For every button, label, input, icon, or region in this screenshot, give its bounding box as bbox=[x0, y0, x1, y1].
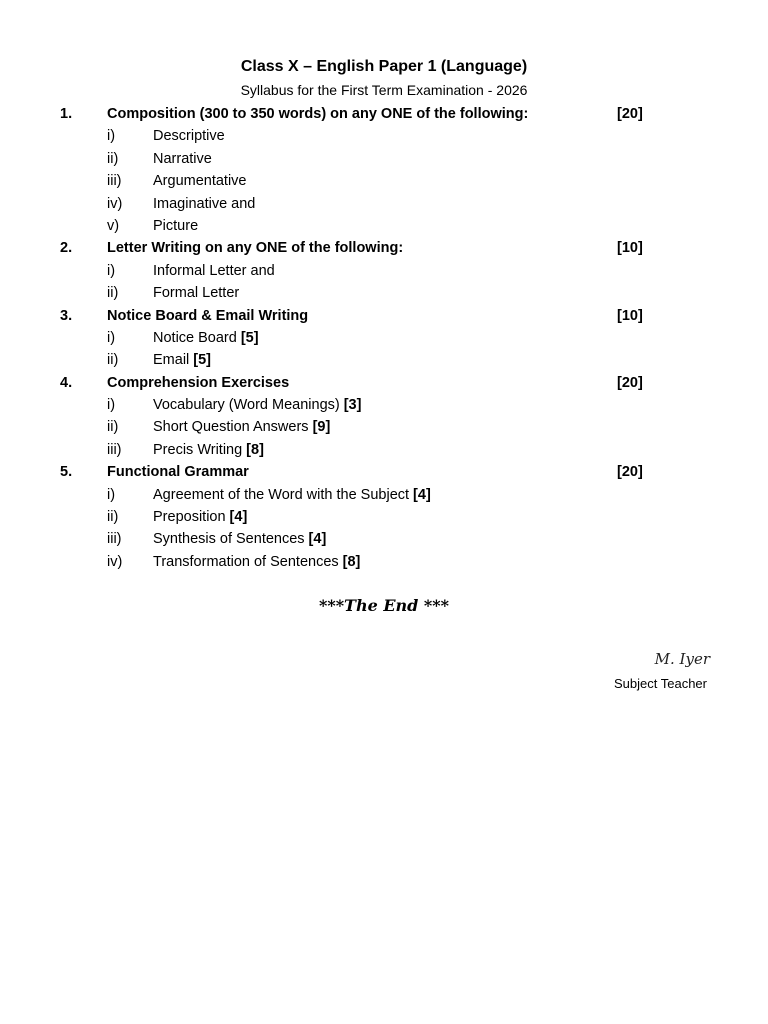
section-marks: [20] bbox=[617, 374, 643, 391]
section-number: 1. bbox=[60, 106, 73, 122]
item-text-wrap bbox=[153, 215, 198, 237]
item-text-wrap bbox=[153, 416, 330, 438]
item-numeral: ii) bbox=[107, 150, 119, 167]
syllabus-item bbox=[0, 349, 768, 371]
section-heading: Functional Grammar bbox=[107, 464, 249, 481]
item-marks: [4] bbox=[229, 509, 248, 526]
item-text-wrap bbox=[153, 528, 326, 550]
item-numeral: iii) bbox=[107, 441, 122, 458]
item-text-wrap bbox=[153, 125, 225, 147]
item-text: Agreement of the Word with the Subject bbox=[153, 486, 410, 503]
section-heading-row bbox=[0, 461, 768, 483]
item-marks: [5] bbox=[240, 329, 259, 346]
section-heading-row bbox=[0, 237, 768, 259]
item-text-wrap bbox=[153, 506, 247, 528]
page-title: Class X – English Paper 1 (Language) bbox=[240, 58, 528, 75]
item-numeral: iii) bbox=[107, 531, 122, 548]
syllabus-item bbox=[0, 394, 768, 416]
item-text: Imaginative and bbox=[153, 195, 256, 212]
syllabus-item bbox=[0, 416, 768, 438]
item-numeral: iii) bbox=[107, 173, 122, 190]
item-numeral: ii) bbox=[107, 509, 119, 526]
item-numeral: i) bbox=[107, 262, 116, 279]
item-text: Informal Letter and bbox=[153, 262, 275, 279]
section-number: 4. bbox=[60, 374, 73, 391]
item-text-wrap bbox=[153, 193, 255, 215]
item-text: Argumentative bbox=[153, 173, 247, 190]
section-number: 5. bbox=[60, 464, 73, 481]
syllabus-item bbox=[0, 282, 768, 304]
section-heading: Comprehension Exercises bbox=[107, 374, 290, 391]
item-text: Email bbox=[153, 352, 190, 369]
item-marks: [9] bbox=[312, 419, 331, 436]
syllabus-item bbox=[0, 484, 768, 506]
item-numeral: i) bbox=[107, 486, 116, 503]
item-marks: [3] bbox=[343, 397, 362, 414]
syllabus-item bbox=[0, 148, 768, 170]
item-text: Vocabulary (Word Meanings) bbox=[153, 397, 340, 414]
item-numeral: ii) bbox=[107, 419, 119, 436]
item-text-wrap bbox=[153, 170, 247, 192]
item-text: Transformation of Sentences bbox=[153, 553, 339, 570]
section-marks: [10] bbox=[617, 240, 643, 257]
item-text-wrap bbox=[153, 484, 431, 506]
syllabus-item bbox=[0, 215, 768, 237]
item-text-wrap bbox=[153, 327, 259, 349]
item-numeral: ii) bbox=[107, 352, 119, 369]
item-text: Picture bbox=[153, 217, 199, 234]
item-numeral: i) bbox=[107, 128, 116, 145]
syllabus-item bbox=[0, 125, 768, 147]
item-text-wrap bbox=[153, 148, 212, 170]
syllabus-item bbox=[0, 506, 768, 528]
item-numeral: ii) bbox=[107, 285, 119, 302]
page-subtitle: Syllabus for the First Term Examination - 2026 bbox=[240, 82, 528, 98]
item-text-wrap bbox=[153, 394, 361, 416]
section-heading: Letter Writing on any ONE of the following: bbox=[107, 240, 404, 257]
item-text: Short Question Answers bbox=[153, 419, 309, 436]
syllabus-item bbox=[0, 528, 768, 550]
section-marks: [10] bbox=[617, 307, 643, 324]
syllabus-item bbox=[0, 193, 768, 215]
syllabus-item bbox=[0, 260, 768, 282]
item-text-wrap bbox=[153, 260, 275, 282]
item-marks: [4] bbox=[413, 486, 431, 503]
item-marks: [8] bbox=[342, 553, 361, 570]
item-marks: [8] bbox=[246, 441, 264, 458]
item-numeral: v) bbox=[107, 217, 120, 234]
item-numeral: i) bbox=[107, 397, 116, 414]
section-heading-row bbox=[0, 305, 768, 327]
item-text-wrap bbox=[153, 439, 264, 461]
item-text: Preposition bbox=[153, 509, 226, 526]
section-marks: [20] bbox=[617, 106, 643, 122]
syllabus-item bbox=[0, 170, 768, 192]
item-text: Formal Letter bbox=[153, 285, 240, 302]
section-heading-row bbox=[0, 103, 768, 125]
item-text-wrap bbox=[153, 282, 239, 304]
section-heading: Composition (300 to 350 words) on any ONE of the following: bbox=[107, 106, 529, 122]
syllabus-item bbox=[0, 551, 768, 573]
syllabus-list bbox=[0, 103, 768, 573]
signatory-role: Subject Teacher bbox=[614, 676, 707, 691]
teacher-signature: M. Iyer bbox=[654, 650, 710, 668]
section-number: 3. bbox=[60, 307, 73, 324]
item-numeral: iv) bbox=[107, 553, 123, 570]
item-text: Narrative bbox=[153, 150, 212, 167]
section-number: 2. bbox=[60, 240, 73, 257]
item-text: Precis Writing bbox=[153, 441, 243, 458]
item-text-wrap bbox=[153, 349, 211, 371]
syllabus-item bbox=[0, 439, 768, 461]
item-text-wrap bbox=[153, 551, 360, 573]
syllabus-item bbox=[0, 327, 768, 349]
section-heading-row bbox=[0, 372, 768, 394]
item-marks: [4] bbox=[308, 531, 327, 548]
item-text: Descriptive bbox=[153, 128, 225, 145]
item-text: Synthesis of Sentences bbox=[153, 531, 305, 548]
section-marks: [20] bbox=[617, 464, 643, 481]
item-numeral: i) bbox=[107, 329, 116, 346]
item-text: Notice Board bbox=[153, 329, 237, 346]
item-numeral: iv) bbox=[107, 195, 123, 212]
the-end-text: ***The End *** bbox=[318, 596, 450, 615]
section-heading: Notice Board & Email Writing bbox=[107, 307, 309, 324]
item-marks: [5] bbox=[193, 352, 211, 369]
